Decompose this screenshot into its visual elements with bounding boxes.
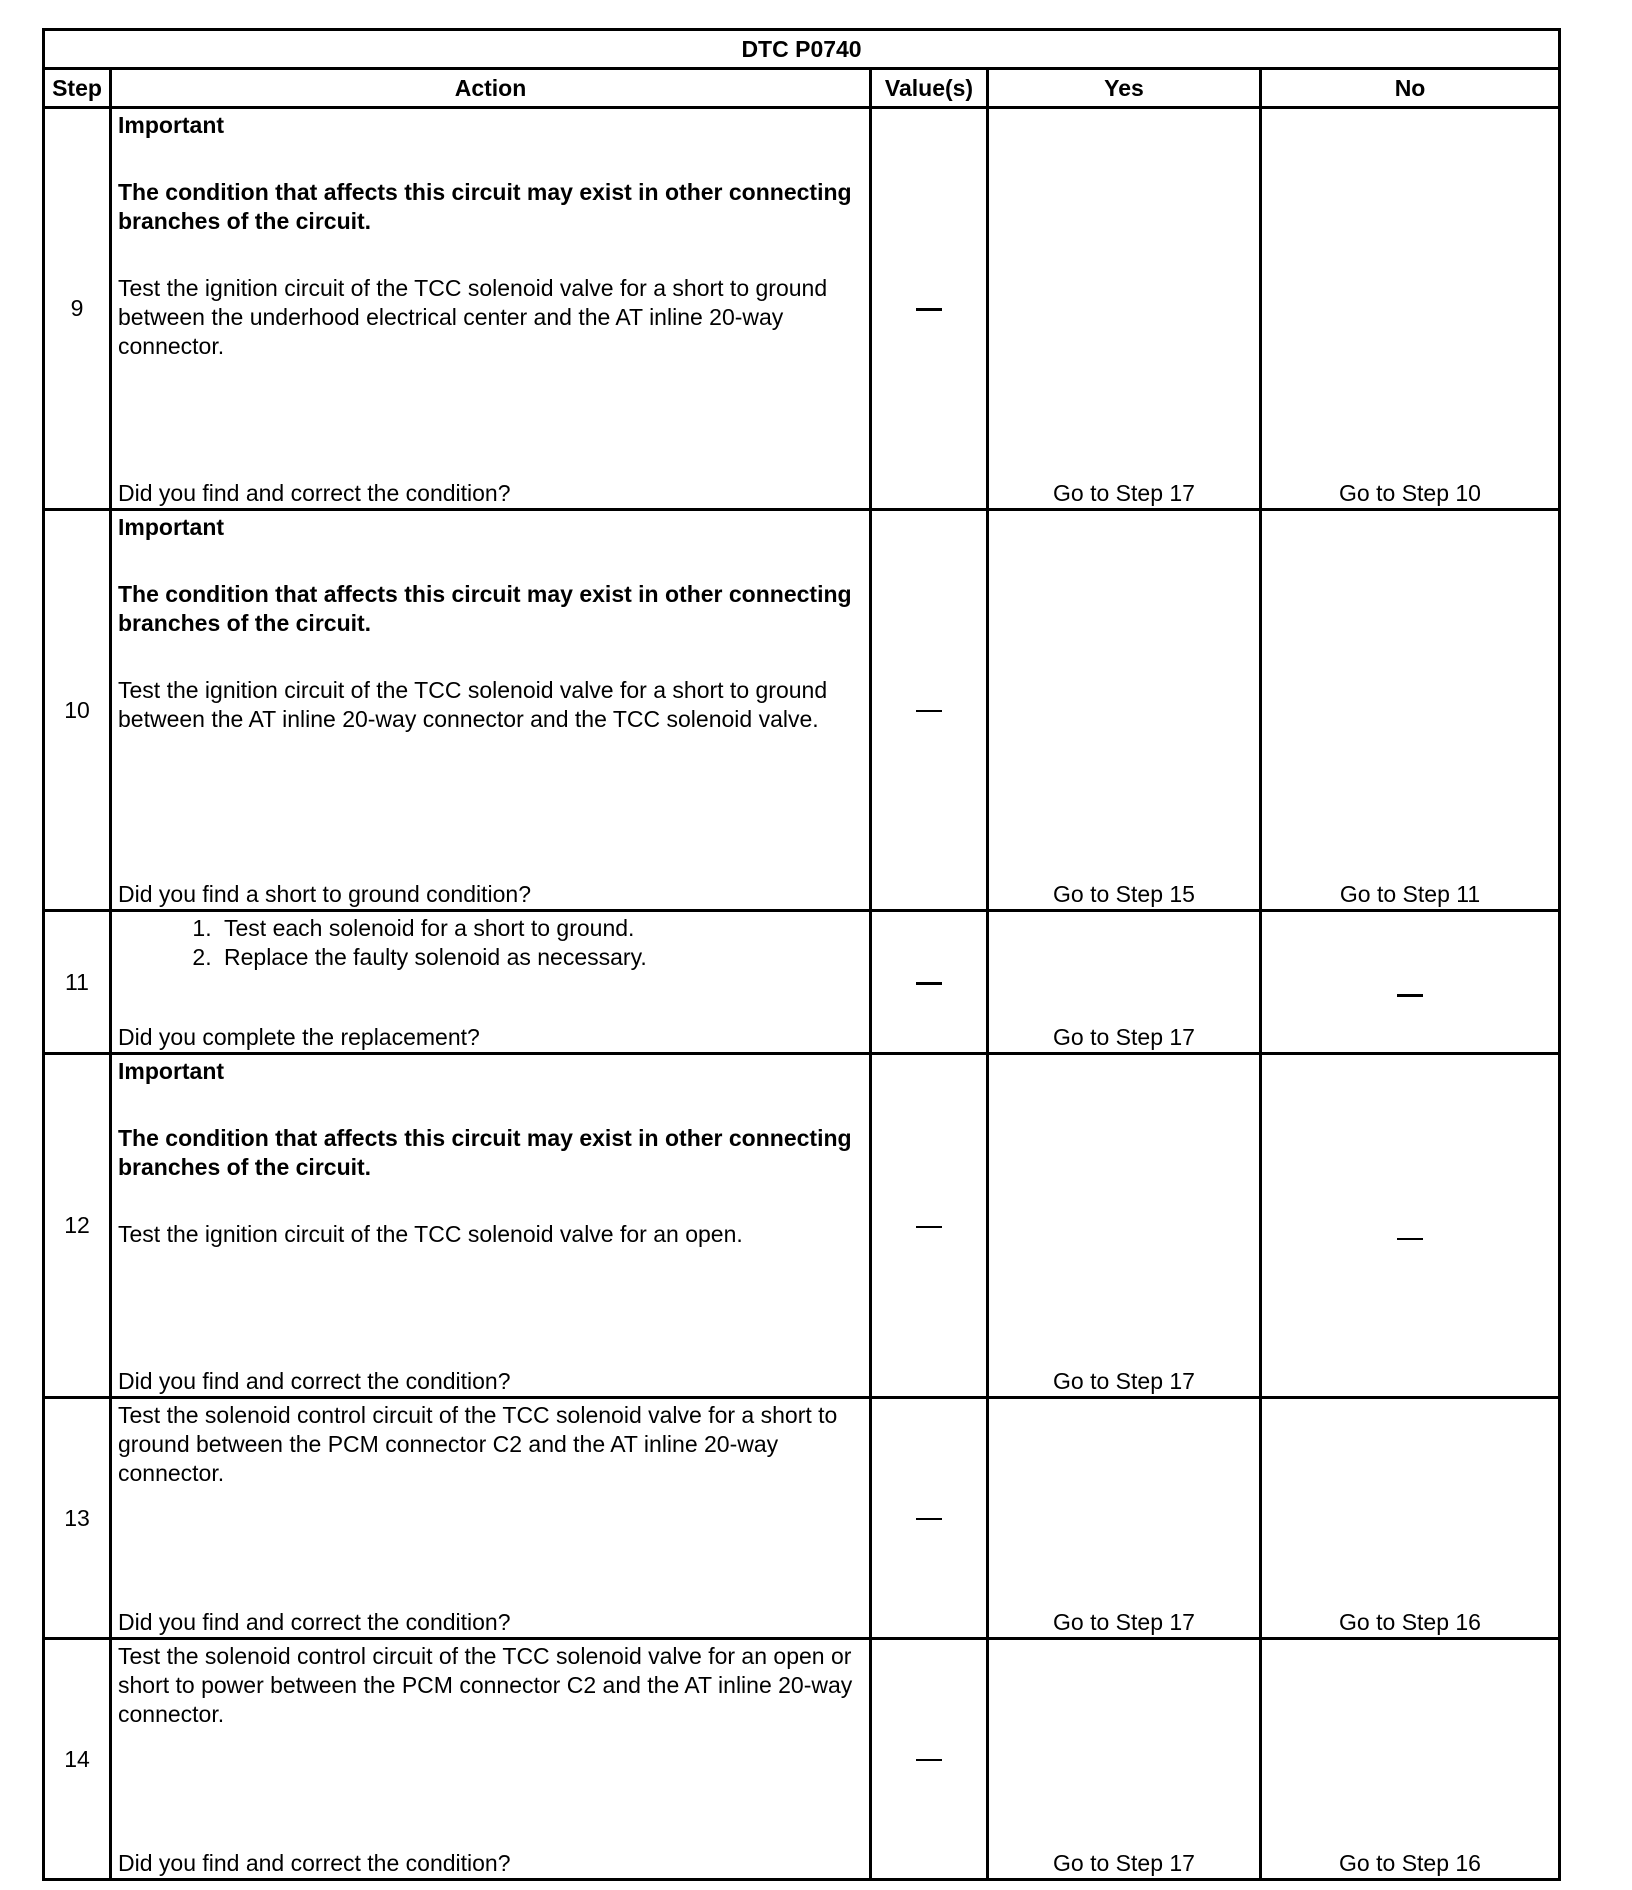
header-no: No	[1261, 69, 1560, 108]
action-cell	[111, 1639, 871, 1880]
header-yes: Yes	[988, 69, 1261, 108]
header-action: Action	[111, 69, 871, 108]
dash-mark	[916, 1759, 942, 1761]
yes-goto: Go to Step 17	[1053, 1609, 1195, 1635]
action-question: Did you find and correct the condition?	[118, 480, 511, 506]
yes-cell	[988, 510, 1261, 911]
value-cell	[871, 108, 988, 510]
dash-mark	[1397, 1238, 1423, 1240]
no-goto: Go to Step 11	[1339, 881, 1481, 907]
step-number: 10	[44, 510, 111, 911]
dash-mark	[916, 982, 942, 985]
no-goto: Go to Step 16	[1339, 1609, 1481, 1635]
yes-cell	[988, 108, 1261, 510]
value-cell	[871, 1054, 988, 1398]
value-cell	[871, 1639, 988, 1880]
action-cell	[111, 1398, 871, 1639]
dtc-table	[42, 28, 1561, 1881]
important-note: The condition that affects this circuit may exist in other connecting branches of the circuit.	[118, 581, 852, 636]
no-goto: Go to Step 10	[1339, 480, 1481, 506]
value-cell	[871, 510, 988, 911]
action-list	[118, 914, 863, 972]
important-label: Important	[118, 1058, 225, 1084]
action-text: Test the solenoid control circuit of the TCC solenoid valve for an open or short to power between the PCM connector C2 and the AT inline 20-way connector.	[118, 1643, 853, 1727]
yes-goto: Go to Step 15	[1053, 881, 1195, 907]
action-cell	[111, 911, 871, 1054]
action-cell	[111, 1054, 871, 1398]
yes-goto: Go to Step 17	[1053, 1368, 1195, 1394]
step-number: 9	[44, 108, 111, 510]
no-cell	[1261, 911, 1560, 1054]
yes-cell	[988, 1398, 1261, 1639]
header-step: Step	[44, 69, 111, 108]
dash-mark	[916, 1518, 942, 1520]
yes-cell	[988, 1054, 1261, 1398]
action-text: Test the solenoid control circuit of the TCC solenoid valve for a short to ground between the PCM connector C2 and the AT inline 20-way connector.	[118, 1402, 838, 1486]
table-row	[44, 911, 1560, 1054]
dash-mark	[916, 710, 942, 712]
step-number: 14	[44, 1639, 111, 1880]
important-label: Important	[118, 112, 225, 138]
header-values: Value(s)	[871, 69, 988, 108]
action-text: Test the ignition circuit of the TCC solenoid valve for an open.	[118, 1221, 743, 1247]
no-cell	[1261, 510, 1560, 911]
important-note: The condition that affects this circuit may exist in other connecting branches of the circuit.	[118, 1125, 852, 1180]
step-number: 12	[44, 1054, 111, 1398]
no-cell	[1261, 1639, 1560, 1880]
table-row	[44, 1639, 1560, 1880]
yes-goto: Go to Step 17	[1053, 1024, 1195, 1050]
action-cell	[111, 108, 871, 510]
action-question: Did you find and correct the condition?	[118, 1368, 511, 1394]
action-text: Test the ignition circuit of the TCC solenoid valve for a short to ground between the AT inline 20-way connector and the TCC solenoid valve.	[118, 677, 828, 732]
no-goto: Go to Step 16	[1339, 1850, 1481, 1876]
yes-goto: Go to Step 17	[1053, 1850, 1195, 1876]
value-cell	[871, 1398, 988, 1639]
action-question: Did you find and correct the condition?	[118, 1609, 511, 1635]
list-item: 1. Test each solenoid for a short to ground.	[218, 914, 863, 943]
important-label: Important	[118, 514, 225, 540]
list-item: 2. Replace the faulty solenoid as necessary.	[218, 943, 863, 972]
no-cell	[1261, 108, 1560, 510]
table-row	[44, 108, 1560, 510]
table-row	[44, 510, 1560, 911]
no-cell	[1261, 1398, 1560, 1639]
dash-mark	[916, 1226, 942, 1228]
yes-cell	[988, 911, 1261, 1054]
important-note: The condition that affects this circuit may exist in other connecting branches of the circuit.	[118, 179, 852, 234]
value-cell	[871, 911, 988, 1054]
action-cell	[111, 510, 871, 911]
action-text: Test the ignition circuit of the TCC solenoid valve for a short to ground between the underhood electrical center and the AT inline 20-way connector.	[118, 275, 828, 359]
no-cell	[1261, 1054, 1560, 1398]
yes-cell	[988, 1639, 1261, 1880]
action-question: Did you complete the replacement?	[118, 1024, 480, 1050]
step-number: 13	[44, 1398, 111, 1639]
table-row	[44, 1398, 1560, 1639]
dash-mark	[1397, 994, 1423, 997]
yes-goto: Go to Step 17	[1053, 480, 1195, 506]
step-number: 11	[44, 911, 111, 1054]
action-question: Did you find a short to ground condition?	[118, 881, 531, 907]
dash-mark	[916, 308, 942, 311]
table-title: DTC P0740	[44, 30, 1560, 69]
action-question: Did you find and correct the condition?	[118, 1850, 511, 1876]
dtc-table-sheet	[42, 28, 1558, 1881]
table-row	[44, 1054, 1560, 1398]
